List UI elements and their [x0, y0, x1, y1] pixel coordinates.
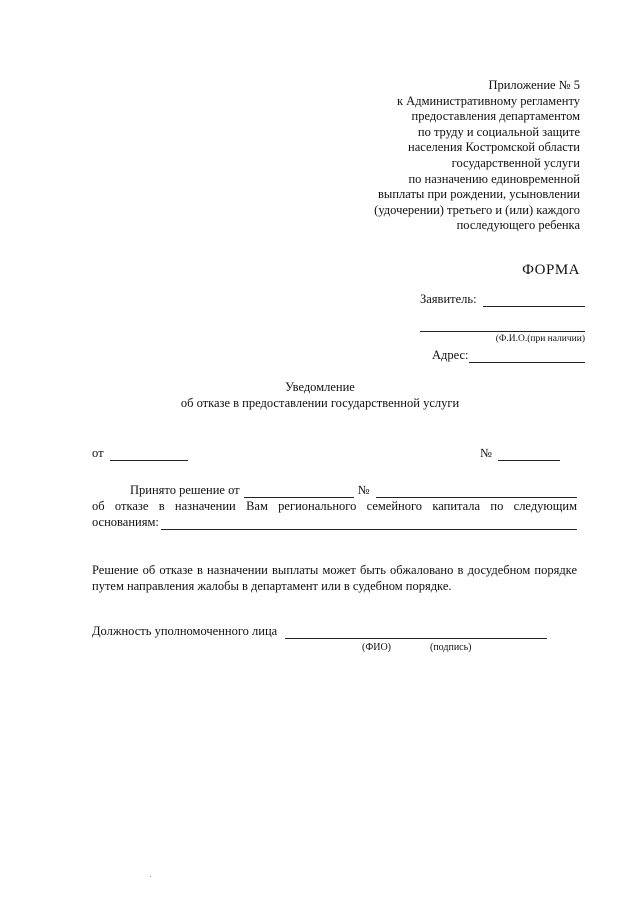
applicant-label: Заявитель:: [420, 292, 477, 306]
appendix-header: [280, 78, 580, 234]
notice-title: Уведомление: [285, 380, 355, 394]
applicant-row: [420, 292, 585, 307]
decision-grounds-field[interactable]: [161, 517, 577, 530]
decision-date-field[interactable]: [244, 485, 354, 498]
address-label: Адрес:: [432, 348, 469, 362]
sign-caption: (подпись): [430, 642, 472, 653]
appeal-paragraph: Решение об отказе в назначении выплаты может быть обжаловано в досудебном порядке путем направления жалобы в департамент или в судебном порядке.: [92, 563, 577, 593]
appendix-line: Приложение № 5: [488, 78, 580, 92]
appendix-line: к Административному регламенту: [396, 93, 580, 108]
address-field[interactable]: [469, 350, 585, 363]
applicant-name-line: [420, 319, 585, 332]
notice-date-row: [92, 446, 188, 461]
signature-row: [92, 624, 547, 639]
number-label: №: [480, 446, 492, 460]
notice-subtitle: об отказе в предоставлении государственной услуги: [180, 395, 460, 410]
decision-number-label: №: [357, 483, 370, 497]
scan-speck: [150, 876, 151, 877]
applicant-block: [420, 292, 585, 363]
appendix-line: (удочерении) третьего и (или) каждого: [374, 202, 580, 217]
appendix-line: государственной услуги: [451, 155, 580, 170]
signature-field[interactable]: [285, 626, 547, 639]
applicant-name-field[interactable]: [483, 294, 585, 307]
signature-label: Должность уполномоченного лица: [92, 624, 278, 638]
appendix-line: выплаты при рождении, усыновлении: [378, 187, 580, 202]
notice-number-field[interactable]: [498, 448, 560, 461]
decision-paragraph: [92, 482, 577, 530]
applicant-name-field-2[interactable]: [420, 319, 585, 332]
appendix-line: предоставления департаментом: [411, 109, 580, 124]
appendix-line: населения Костромской области: [408, 140, 580, 155]
fio-caption: (ФИО): [362, 642, 392, 653]
notice-date-field[interactable]: [110, 448, 188, 461]
appendix-line: по назначению единовременной: [408, 171, 580, 186]
appendix-line: последующего ребенка: [456, 218, 580, 233]
from-label: от: [92, 446, 104, 460]
address-row: [420, 348, 585, 363]
applicant-name-caption: (Ф.И.О.(при наличии): [495, 334, 585, 344]
notice-number-row: [480, 446, 560, 461]
form-title: ФОРМА: [522, 262, 580, 278]
decision-grounds-label: основаниям:: [92, 515, 159, 529]
decision-line-2: об отказе в назначении Вам регионального семейного капитала по следующим: [92, 499, 577, 513]
decision-line-1: [92, 482, 577, 498]
decision-line-3: [92, 514, 577, 530]
appendix-line: по труду и социальной защите: [417, 124, 580, 139]
decision-prefix: Принято решение от: [130, 483, 240, 497]
decision-number-field[interactable]: [376, 485, 577, 498]
notice-heading: [0, 380, 640, 411]
